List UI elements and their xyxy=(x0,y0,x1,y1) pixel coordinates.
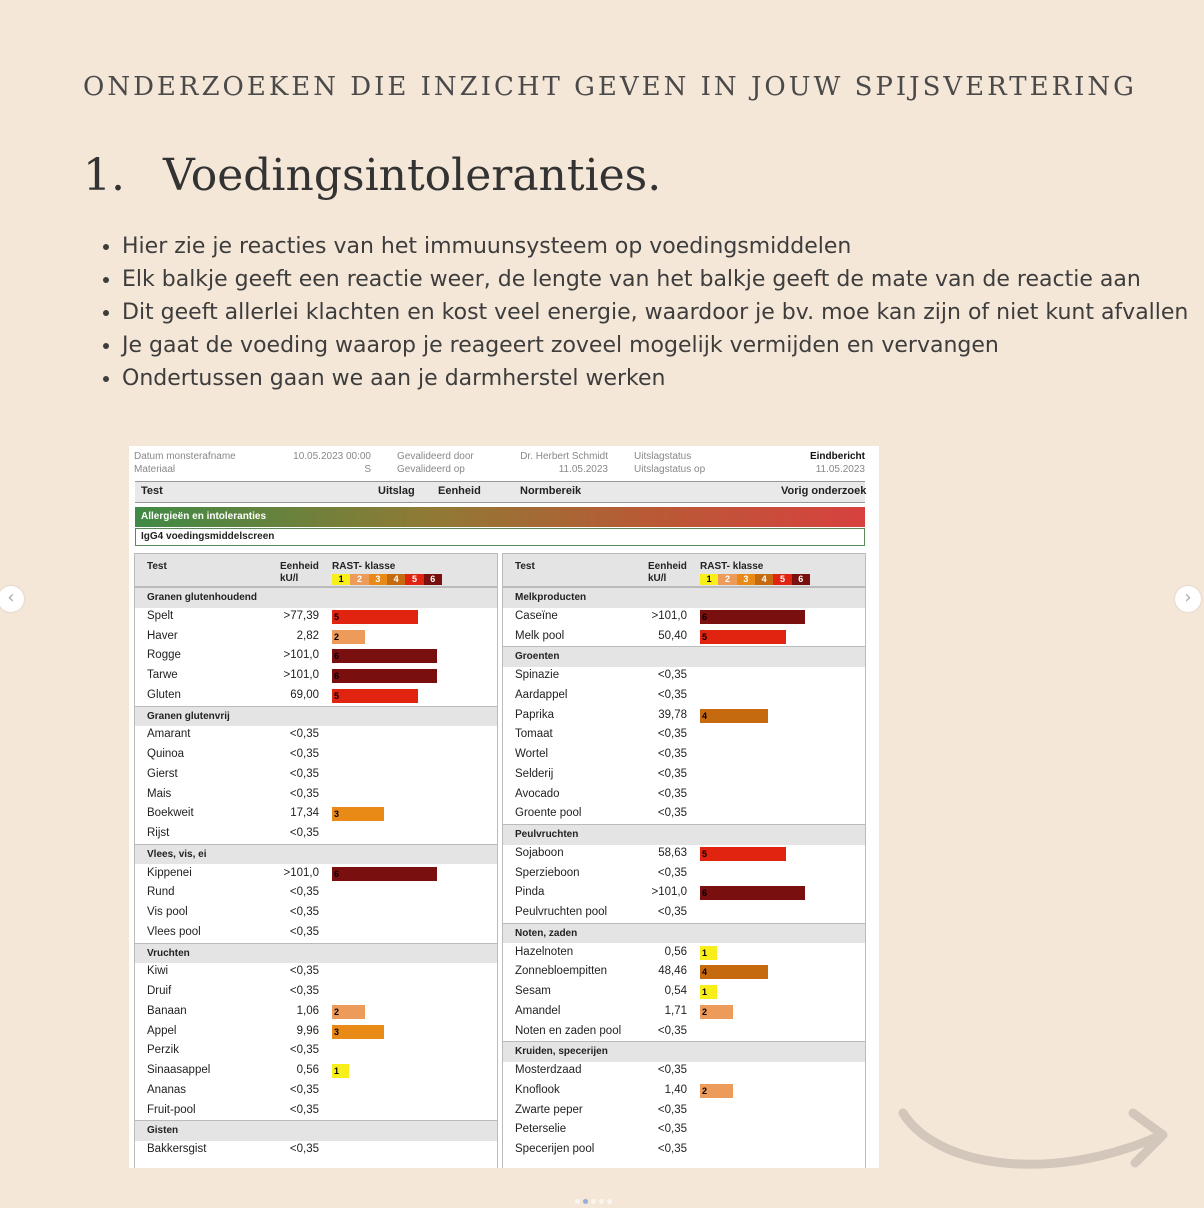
rast-bar-label: 5 xyxy=(702,848,708,859)
slide-dot xyxy=(583,1199,588,1204)
result-value: 69,00 xyxy=(290,688,319,701)
meta-labels: Datum monsterafname Materiaal xyxy=(134,451,236,475)
rast-bar-label: 5 xyxy=(334,611,340,622)
rast-bar-label: 1 xyxy=(702,987,708,997)
result-row xyxy=(503,943,865,963)
rast-bar xyxy=(332,669,437,683)
result-row xyxy=(503,627,865,647)
result-row xyxy=(135,864,497,884)
group-row xyxy=(135,943,497,964)
result-name: Druif xyxy=(147,985,172,997)
group-name: Granen glutenvrij xyxy=(147,710,230,722)
result-name: Hazelnoten xyxy=(515,945,574,958)
result-value: <0,35 xyxy=(289,767,319,780)
rast-bar xyxy=(700,610,805,624)
result-row xyxy=(503,1002,865,1022)
result-value: <0,35 xyxy=(289,728,319,741)
slide-dot xyxy=(591,1199,596,1204)
result-name: Sesam xyxy=(515,985,551,997)
result-row xyxy=(503,1061,865,1081)
result-name: Wortel xyxy=(515,748,549,760)
bullet-item: • Ondertussen gaan we aan je darmherstel werken xyxy=(122,362,1204,395)
result-name: Amandel xyxy=(515,1004,561,1017)
result-name: Caseïne xyxy=(515,609,558,622)
result-value: <0,35 xyxy=(657,688,687,701)
result-row xyxy=(503,725,865,745)
rast-scale xyxy=(700,574,810,585)
result-row xyxy=(135,903,497,923)
meta-validation-values: Dr. Herbert Schmidt 11.05.2023 xyxy=(520,451,608,475)
result-name: Haver xyxy=(147,629,178,642)
result-value: >101,0 xyxy=(283,649,319,662)
col-unit: Eenheid kU/l xyxy=(648,561,687,584)
bullet-item: • Dit geeft allerlei klachten en kost veel energie, waardoor je bv. moe kan zijn of niet kunt afvallen xyxy=(122,296,1204,329)
rast-bar xyxy=(700,847,786,861)
result-row xyxy=(503,1081,865,1101)
result-value: 0,56 xyxy=(664,945,687,958)
result-value: <0,35 xyxy=(657,1123,687,1136)
result-value: >101,0 xyxy=(283,669,319,681)
result-value: <0,35 xyxy=(289,827,319,839)
result-value: <0,35 xyxy=(657,1024,687,1037)
page-title xyxy=(83,150,661,201)
rast-class-3: 3 xyxy=(737,574,755,585)
result-name: Boekweit xyxy=(147,807,194,820)
next-slide-button[interactable] xyxy=(1175,586,1201,612)
result-name: Kiwi xyxy=(147,965,169,978)
result-name: Bakkersgist xyxy=(147,1143,207,1155)
result-value: 9,96 xyxy=(296,1024,319,1037)
result-name: Selderij xyxy=(515,767,554,780)
result-name: Appel xyxy=(147,1024,177,1037)
result-row xyxy=(503,1022,865,1042)
subsection-banner: IgG4 voedingsmiddelscreen xyxy=(135,528,865,546)
rast-class-2: 2 xyxy=(718,574,736,585)
rast-bar-label: 6 xyxy=(334,671,340,681)
result-row xyxy=(135,982,497,1002)
meta-validation-labels: Gevalideerd door Gevalideerd op xyxy=(397,451,474,475)
rast-bar xyxy=(700,965,768,979)
result-row xyxy=(135,962,497,982)
rast-bar-label: 4 xyxy=(702,967,708,978)
result-value: <0,35 xyxy=(289,1143,319,1155)
rast-bar xyxy=(700,630,786,644)
result-name: Banaan xyxy=(147,1004,187,1017)
result-row xyxy=(135,1022,497,1042)
result-name: Rund xyxy=(147,886,175,899)
result-value: <0,35 xyxy=(657,787,687,800)
rast-scale xyxy=(332,574,442,585)
result-row xyxy=(135,1140,497,1160)
rast-class-1: 1 xyxy=(332,574,350,585)
result-name: Sojaboon xyxy=(515,846,564,859)
result-name: Peulvruchten pool xyxy=(515,906,608,918)
result-value: <0,35 xyxy=(657,866,687,879)
panel-header xyxy=(503,554,865,587)
group-row xyxy=(503,646,865,667)
result-value: <0,35 xyxy=(657,748,687,760)
result-row xyxy=(135,804,497,824)
result-row xyxy=(503,982,865,1002)
rast-class-3: 3 xyxy=(369,574,387,585)
result-value: <0,35 xyxy=(657,1064,687,1076)
group-name: Kruiden, specerijen xyxy=(515,1046,608,1058)
prev-slide-button[interactable] xyxy=(0,586,24,612)
result-value: <0,35 xyxy=(657,807,687,820)
group-name: Gisten xyxy=(147,1125,179,1137)
result-value: 58,63 xyxy=(658,846,687,859)
result-row xyxy=(135,725,497,745)
result-value: 0,54 xyxy=(664,985,687,997)
result-value: <0,35 xyxy=(289,985,319,997)
result-row xyxy=(135,627,497,647)
group-row xyxy=(503,587,865,608)
result-row xyxy=(503,765,865,785)
result-name: Tarwe xyxy=(147,669,178,681)
result-value: 50,40 xyxy=(658,629,687,642)
result-value: >101,0 xyxy=(283,866,319,879)
result-value: 2,82 xyxy=(296,629,319,642)
col-rast: RAST- klasse xyxy=(332,561,396,572)
result-row xyxy=(135,785,497,805)
result-name: Quinoa xyxy=(147,748,185,760)
bullet-item: • Elk balkje geeft een reactie weer, de lengte van het balkje geeft de mate van de reactie aan xyxy=(122,263,1204,296)
col-test: Test xyxy=(515,561,535,572)
result-row xyxy=(503,864,865,884)
result-value: 39,78 xyxy=(658,708,687,721)
bullet-item: • Je gaat de voeding waarop je reageert zoveel mogelijk vermijden en vervangen xyxy=(122,329,1204,362)
result-name: Specerijen pool xyxy=(515,1143,595,1155)
result-value: <0,35 xyxy=(289,1044,319,1057)
group-row xyxy=(135,844,497,865)
rast-class-5: 5 xyxy=(773,574,791,585)
group-row xyxy=(135,587,497,608)
page-subtitle: ONDERZOEKEN DIE INZICHT GEVEN IN JOUW SPIJSVERTERING xyxy=(83,72,1137,102)
rast-bar-label: 6 xyxy=(334,651,340,662)
result-row xyxy=(503,844,865,864)
rast-class-1: 1 xyxy=(700,574,718,585)
result-name: Zonnebloempitten xyxy=(515,965,608,978)
section-title: Voedingsintoleranties. xyxy=(163,150,662,201)
group-name: Noten, zaden xyxy=(515,927,578,939)
bullet-list xyxy=(100,230,1204,395)
result-value: <0,35 xyxy=(289,965,319,978)
rast-bar-label: 6 xyxy=(702,888,708,899)
result-value: <0,35 xyxy=(657,669,687,681)
rast-bar-label: 2 xyxy=(702,1085,708,1096)
swipe-arrow-icon xyxy=(895,1095,1180,1185)
bullet-item: • Hier zie je reacties van het immuunsysteem op voedingsmiddelen xyxy=(122,230,1204,263)
result-value: <0,35 xyxy=(657,728,687,741)
result-name: Sinaasappel xyxy=(147,1064,211,1076)
result-name: Vis pool xyxy=(147,906,188,918)
chevron-left-icon: ‹ xyxy=(7,587,15,608)
result-name: Peterselie xyxy=(515,1123,567,1136)
rast-bar xyxy=(700,886,805,900)
result-row xyxy=(503,607,865,627)
rast-bar xyxy=(700,985,717,999)
result-name: Spinazie xyxy=(515,669,560,681)
results-panel-left xyxy=(134,553,498,1168)
result-row xyxy=(503,1120,865,1140)
rast-bar-label: 6 xyxy=(334,868,340,879)
result-row xyxy=(135,1061,497,1081)
result-name: Noten en zaden pool xyxy=(515,1024,622,1037)
result-name: Avocado xyxy=(515,787,560,800)
result-value: 1,06 xyxy=(296,1004,319,1017)
result-row xyxy=(135,824,497,844)
rast-bar-label: 2 xyxy=(334,631,340,642)
result-row xyxy=(503,686,865,706)
rast-class-6: 6 xyxy=(792,574,810,585)
group-name: Granen glutenhoudend xyxy=(147,592,257,603)
result-name: Groente pool xyxy=(515,807,582,820)
result-value: >101,0 xyxy=(651,609,687,622)
rast-bar-label: 6 xyxy=(702,611,708,622)
result-row xyxy=(503,883,865,903)
report-column-header: Test Uitslag Eenheid Normbereik Vorig onderzoek xyxy=(135,481,865,503)
rast-bar xyxy=(700,1005,733,1019)
result-name: Rogge xyxy=(147,649,181,662)
result-value: <0,35 xyxy=(657,1103,687,1116)
col-unit: Eenheid kU/l xyxy=(280,561,319,584)
rast-class-6: 6 xyxy=(424,574,442,585)
rast-bar-label: 3 xyxy=(334,1026,340,1037)
result-value: <0,35 xyxy=(657,1143,687,1155)
result-row xyxy=(503,666,865,686)
result-name: Gierst xyxy=(147,767,178,780)
slide-dot xyxy=(599,1199,604,1204)
group-name: Groenten xyxy=(515,651,560,663)
result-value: 1,71 xyxy=(664,1004,687,1017)
chevron-right-icon: › xyxy=(1184,587,1192,608)
rast-bar xyxy=(700,709,768,723)
section-number: 1. xyxy=(83,150,125,201)
group-row xyxy=(503,923,865,944)
result-row xyxy=(135,607,497,627)
rast-bar-label: 5 xyxy=(334,690,340,701)
result-value: 0,56 xyxy=(296,1064,319,1076)
result-name: Paprika xyxy=(515,708,554,721)
result-name: Rijst xyxy=(147,827,170,839)
result-row xyxy=(503,962,865,982)
result-value: <0,35 xyxy=(289,1103,319,1116)
result-row xyxy=(503,1101,865,1121)
rast-bar xyxy=(700,946,717,960)
meta-values: 10.05.2023 00:00 S xyxy=(293,451,371,475)
result-value: >101,0 xyxy=(651,886,687,899)
result-name: Gluten xyxy=(147,688,181,701)
result-row xyxy=(135,1081,497,1101)
result-value: <0,35 xyxy=(289,886,319,899)
rast-bar-label: 4 xyxy=(702,710,708,721)
result-name: Vlees pool xyxy=(147,925,201,938)
result-name: Kippenei xyxy=(147,866,192,879)
result-value: 1,40 xyxy=(664,1083,687,1096)
group-row xyxy=(503,1041,865,1062)
result-name: Mosterdzaad xyxy=(515,1064,582,1076)
col-test: Test xyxy=(147,561,167,572)
group-name: Melkproducten xyxy=(515,592,587,603)
result-name: Amarant xyxy=(147,728,191,741)
rast-bar-label: 1 xyxy=(334,1066,340,1076)
rast-bar xyxy=(332,1025,384,1039)
result-name: Ananas xyxy=(147,1083,187,1096)
result-value: <0,35 xyxy=(657,906,687,918)
panel-header xyxy=(135,554,497,587)
rast-class-5: 5 xyxy=(405,574,423,585)
slide-dot xyxy=(575,1199,580,1204)
rast-bar xyxy=(332,867,437,881)
result-value: <0,35 xyxy=(289,748,319,760)
result-row xyxy=(135,883,497,903)
rast-bar-label: 3 xyxy=(334,809,340,820)
rast-class-4: 4 xyxy=(755,574,773,585)
result-row xyxy=(135,765,497,785)
result-row xyxy=(135,1101,497,1121)
rast-bar xyxy=(332,630,365,644)
result-value: >77,39 xyxy=(283,609,319,622)
result-row xyxy=(135,666,497,686)
rast-bar-label: 2 xyxy=(702,1006,708,1017)
result-name: Zwarte peper xyxy=(515,1103,583,1116)
result-row xyxy=(135,686,497,706)
meta-status-labels: Uitslagstatus Uitslagstatus op xyxy=(634,451,706,475)
result-name: Spelt xyxy=(147,609,174,622)
rast-bar xyxy=(332,1064,349,1078)
result-row xyxy=(503,903,865,923)
group-name: Peulvruchten xyxy=(515,829,579,840)
rast-bar xyxy=(332,649,437,663)
result-row xyxy=(503,745,865,765)
rast-class-4: 4 xyxy=(387,574,405,585)
result-name: Perzik xyxy=(147,1044,179,1057)
col-rast: RAST- klasse xyxy=(700,561,764,572)
rast-bar xyxy=(332,807,384,821)
result-name: Pinda xyxy=(515,886,545,899)
result-row xyxy=(135,646,497,666)
result-value: <0,35 xyxy=(289,925,319,938)
group-row xyxy=(135,706,497,727)
result-value: <0,35 xyxy=(289,906,319,918)
result-name: Melk pool xyxy=(515,629,565,642)
result-row xyxy=(135,1041,497,1061)
group-name: Vlees, vis, ei xyxy=(147,848,207,860)
section-banner: Allergieën en intoleranties xyxy=(135,507,865,527)
group-row xyxy=(503,824,865,845)
result-row xyxy=(135,745,497,765)
result-row xyxy=(503,1140,865,1160)
result-value: 48,46 xyxy=(658,965,687,978)
result-value: <0,35 xyxy=(657,767,687,780)
slide-dot xyxy=(607,1199,612,1204)
group-row xyxy=(135,1120,497,1141)
rast-class-2: 2 xyxy=(350,574,368,585)
rast-bar xyxy=(700,1084,733,1098)
result-row xyxy=(135,1002,497,1022)
lab-report-image xyxy=(129,446,879,1168)
result-row xyxy=(503,785,865,805)
result-name: Tomaat xyxy=(515,728,553,741)
result-row xyxy=(503,804,865,824)
result-name: Sperzieboon xyxy=(515,866,580,879)
results-panel-right xyxy=(502,553,866,1168)
meta-status-values: Eindbericht 11.05.2023 xyxy=(809,451,865,475)
result-value: <0,35 xyxy=(289,1083,319,1096)
result-row xyxy=(503,706,865,726)
rast-bar-label: 2 xyxy=(334,1006,340,1017)
rast-bar xyxy=(332,1005,365,1019)
result-value: 17,34 xyxy=(290,807,319,820)
group-name: Vruchten xyxy=(147,947,190,959)
rast-bar-label: 5 xyxy=(702,631,708,642)
result-name: Knoflook xyxy=(515,1083,560,1096)
slide-indicator xyxy=(575,1189,615,1208)
result-name: Mais xyxy=(147,787,172,800)
rast-bar-label: 1 xyxy=(702,947,708,958)
result-row xyxy=(135,923,497,943)
result-value: <0,35 xyxy=(289,787,319,800)
result-name: Fruit-pool xyxy=(147,1103,196,1116)
result-name: Aardappel xyxy=(515,688,568,701)
rast-bar xyxy=(332,689,418,703)
rast-bar xyxy=(332,610,418,624)
